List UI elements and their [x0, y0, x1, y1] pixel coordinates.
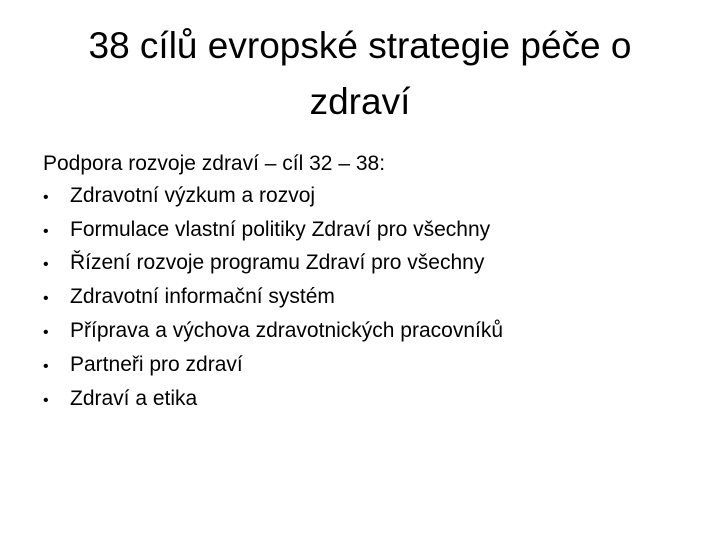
- list-item-text: Příprava a výchova zdravotnických pracovníků: [70, 318, 504, 342]
- list-item: [43, 247, 683, 281]
- bullet-icon: •: [43, 391, 49, 409]
- list-item: [43, 383, 683, 417]
- list-item-text: Zdravotní informační systém: [70, 285, 335, 309]
- bullet-icon: •: [43, 222, 49, 240]
- list-item: [43, 349, 683, 383]
- list-item-text: Partneři pro zdraví: [70, 352, 243, 376]
- list-item: [43, 214, 683, 248]
- bullet-icon: •: [43, 290, 49, 308]
- list-item-text: Řízení rozvoje programu Zdraví pro všechny: [70, 251, 485, 275]
- slide-body: [43, 148, 683, 416]
- bullet-icon: •: [43, 188, 49, 206]
- bullet-list: [43, 180, 683, 417]
- intro-text: Podpora rozvoje zdraví – cíl 32 – 38:: [43, 152, 386, 175]
- slide-title: 38 cílů evropské strategie péče o zdraví: [88, 25, 632, 122]
- list-item-text: Zdraví a etika: [70, 386, 198, 410]
- list-item: [43, 180, 683, 214]
- list-item-text: Formulace vlastní politiky Zdraví pro všechny: [70, 217, 491, 241]
- list-item: [43, 315, 683, 349]
- bullet-icon: •: [43, 357, 49, 375]
- list-item: [43, 281, 683, 315]
- bullet-icon: •: [43, 256, 49, 274]
- bullet-icon: •: [43, 323, 49, 341]
- list-item-text: Zdravotní výzkum a rozvoj: [70, 183, 316, 207]
